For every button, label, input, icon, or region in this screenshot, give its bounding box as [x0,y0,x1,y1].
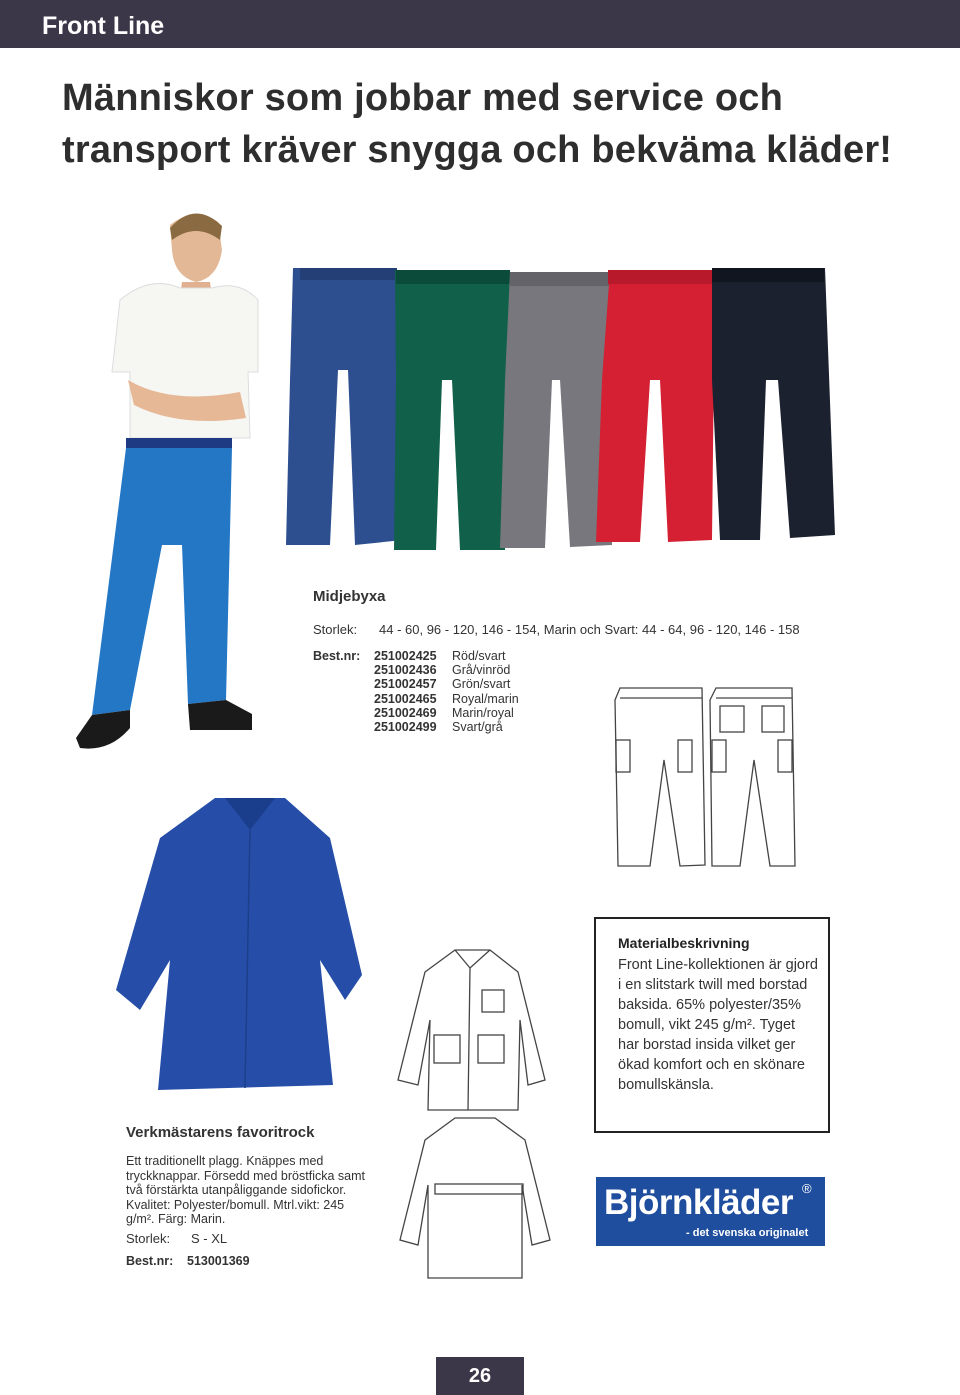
article-color: Royal/marin [452,691,519,706]
article-row [374,706,519,720]
midjebyxa-title: Midjebyxa [313,588,386,605]
page-number-box [436,1357,524,1395]
article-row [374,692,519,706]
midjebyxa-size-label: Storlek: [313,622,358,637]
header-title: Front Line [42,12,165,40]
model-photo [76,213,258,748]
rock-order-label: Best.nr: [126,1254,174,1268]
article-color: Grå/vinröd [452,663,511,678]
bjornklader-logo [596,1177,825,1246]
coat-line-drawing [398,950,550,1278]
trousers-line-drawing [615,688,795,866]
article-row [374,677,519,691]
article-color: Svart/grå [452,720,503,735]
article-row [374,720,519,734]
coat-photo [116,798,362,1090]
article-number: 251002425 [374,649,437,663]
rock-description: Ett traditionellt plagg. Knäppes med tryckknappar. Försedd med bröstficka samt två förstärkta utanpåliggande sidofickor. Kvalitet: Polyester/bomull. Mtrl.vikt: 245 g/m². Färg: Marin. [126,1154,365,1226]
article-color: Röd/svart [452,649,506,663]
article-color: Grön/svart [452,677,511,692]
rock-size-label: Storlek: [126,1231,171,1246]
material-description-box [594,917,830,1133]
article-color: Marin/royal [452,705,514,720]
article-number: 251002436 [374,663,437,678]
rock-order-value: 513001369 [187,1254,250,1268]
trousers-photo [286,268,835,550]
midjebyxa-size-value: 44 - 60, 96 - 120, 146 - 154, Marin och Svart: 44 - 64, 96 - 120, 146 - 158 [379,622,800,637]
material-text: Front Line-kollektionen är gjord i en slitstark twill med borstad baksida. 65% polyester/35% bomull, vikt 245 g/m². Tyget har borstad insida vilket ger ökad komfort och en skönare bomullskänsla. [618,957,818,1093]
logo-registered-mark: ® [802,1181,812,1196]
rock-size-value: S - XL [191,1231,228,1246]
page-number: 26 [468,1365,492,1387]
rock-title: Verkmästarens favoritrock [126,1124,315,1141]
midjebyxa-order-label: Best.nr: [313,649,361,663]
logo-text: Björnkläder [604,1183,793,1222]
article-number: 251002499 [374,720,437,735]
article-number: 251002465 [374,691,437,706]
article-row [374,649,519,663]
article-number: 251002457 [374,677,437,692]
article-row [374,663,519,677]
midjebyxa-article-list [374,649,519,734]
headline: Människor som jobbar med service och transport kräver snygga och bekväma kläder! [62,77,893,171]
article-number: 251002469 [374,705,437,720]
material-title: Materialbeskrivning [618,935,750,951]
logo-tagline: - det svenska originalet [686,1227,809,1239]
